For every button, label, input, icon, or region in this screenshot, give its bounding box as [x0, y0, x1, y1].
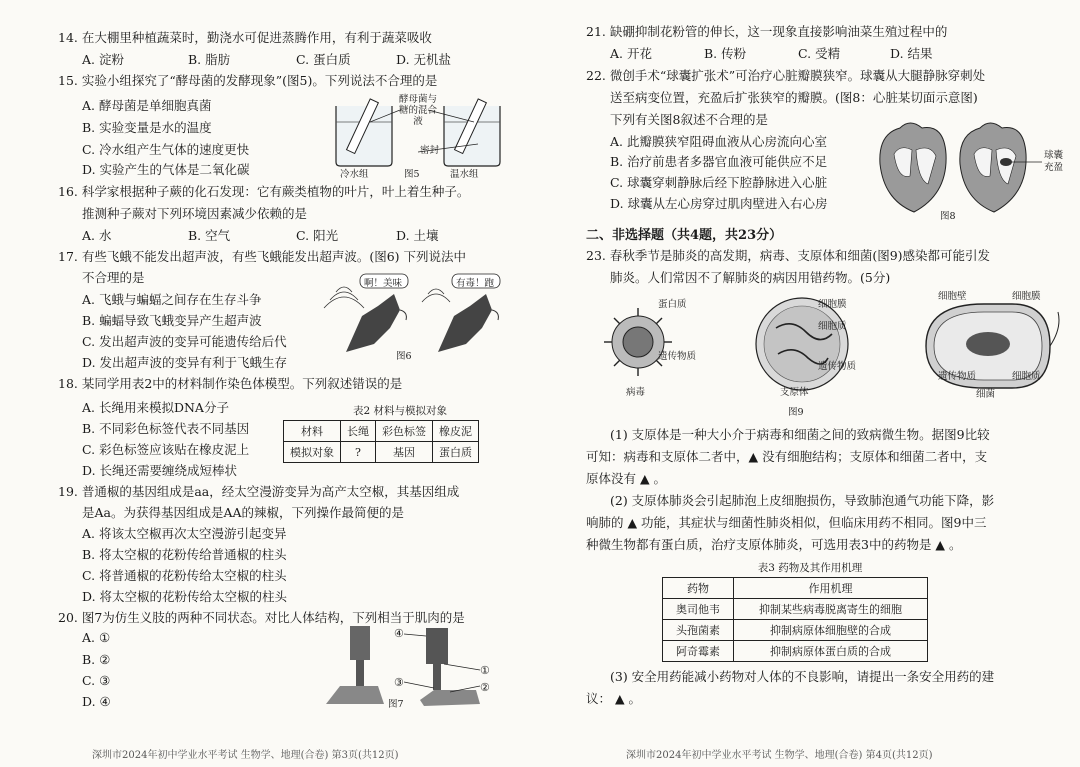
- q23-stem-line2: 肺炎。人们常因不了解肺炎的病因用错药物。(5分): [610, 270, 891, 285]
- table-2-title: 表2 材料与模拟对象: [352, 405, 448, 417]
- q21-stem: 21. 缺硼抑制花粉管的伸长，这一现象直接影响油菜生殖过程中的: [586, 24, 948, 39]
- table-3-cell: 抑制病原体蛋白质的合成: [733, 641, 927, 662]
- q15-option-d: D. 实验产生的气体是二氧化碳: [82, 162, 250, 177]
- q19-option-a: A. 将该太空椒再次太空漫游引起变异: [82, 526, 287, 541]
- q18-stem: 18. 某同学用表2中的材料制作染色体模型。下列叙述错误的是: [58, 376, 403, 391]
- q16-option-b: B. 空气: [188, 228, 231, 243]
- q23-part2-line1: (2) 支原体肺炎会引起肺泡上皮细胞损伤，导致肺泡通气功能下降，影: [610, 493, 995, 508]
- table-2-cell: ?: [341, 442, 376, 463]
- virus-label-protein: 蛋白质: [658, 299, 687, 310]
- figure-5-beakers: [328, 92, 508, 180]
- mycoplasma-label-cytoplasm: 细胞质: [818, 321, 847, 332]
- q14-stem: 14. 在大棚里种植蔬菜时，勤浇水可促进蒸腾作用，有利于蔬菜吸收: [58, 30, 432, 45]
- table-3-cell: 抑制某些病毒脱离寄生的细胞: [733, 599, 927, 620]
- q15-option-b: B. 实验变量是水的温度: [82, 120, 212, 135]
- figure-7-caption: 图7: [388, 699, 404, 710]
- q16-stem-line2: 推测种子蕨对下列环境因素减少依赖的是: [82, 206, 308, 221]
- bacteria-caption: 细菌: [976, 389, 996, 400]
- table-2-header: 橡皮泥: [433, 421, 479, 442]
- figure-8-heart: [870, 114, 1070, 222]
- q23-part1-line3: 原体没有 ▲ 。: [586, 471, 667, 486]
- q14-option-b: B. 脂肪: [188, 52, 231, 67]
- q14-option-a: A. 淀粉: [82, 52, 124, 67]
- q17-option-c: C. 发出超声波的变异可能遗传给后代: [82, 334, 287, 349]
- q20-option-a: A. ①: [82, 630, 111, 645]
- right-page: [540, 0, 1080, 767]
- q20-option-d: D. ④: [82, 694, 111, 709]
- q19-stem-line2: 是Aa。为获得基因组成是AA的辣椒，下列操作最简便的是: [82, 505, 405, 520]
- figure-6-bats-moths: [316, 272, 516, 364]
- q22-option-a: A. 此瓣膜狭窄阻碍血液从心房流向心室: [610, 134, 827, 149]
- q23-part1-line2: 可知：病毒和支原体二者中，▲ 没有细胞结构；支原体和细菌二者中，支: [586, 449, 988, 464]
- q22-stem-line1: 22. 微创手术“球囊扩张术”可治疗心脏瓣膜狭窄。球囊从大腿静脉穿刺处: [586, 68, 986, 83]
- table-2-cell: 基因: [376, 442, 433, 463]
- mycoplasma-label-membrane: 细胞膜: [818, 299, 847, 310]
- figure-5-label-mixture: 酵母菌与糖的混合液: [398, 94, 437, 127]
- q22-option-b: B. 治疗前患者多器官血液可能供应不足: [610, 154, 828, 169]
- q14-option-d: D. 无机盐: [396, 52, 452, 67]
- table-2-header: 长绳: [341, 421, 376, 442]
- figure-8-label-balloon: 球囊充盈: [1044, 150, 1064, 173]
- figure-6-caption: 图6: [396, 351, 412, 362]
- q18-option-d: D. 长绳还需要缠绕成短棒状: [82, 463, 238, 478]
- q18-option-c: C. 彩色标签应该贴在橡皮泥上: [82, 442, 250, 457]
- q22-option-d: D. 球囊从左心房穿过肌肉壁进入右心房: [610, 196, 828, 211]
- q17-option-d: D. 发出超声波的变异有利于飞蛾生存: [82, 355, 288, 370]
- figure-5-caption: 图5: [404, 169, 420, 180]
- footer-right: 深圳市2024年初中学业水平考试 生物学、地理(合卷) 第4页(共12页): [626, 750, 933, 761]
- table-2-cell: 模拟对象: [284, 442, 341, 463]
- q18-option-a: A. 长绳用来模拟DNA分子: [82, 400, 229, 415]
- table-3-header: 药物: [663, 578, 734, 599]
- virus-label-genetic: 遗传物质: [658, 351, 697, 362]
- q23-part2-line2: 响肺的 ▲ 功能，其症状与细菌性肺炎相似，但临床用药不相同。图9中三: [586, 515, 987, 530]
- q20-stem: 20. 图7为仿生义肢的两种不同状态。对比人体结构，下列相当于肌肉的是: [58, 610, 465, 625]
- q21-option-c: C. 受精: [798, 46, 841, 61]
- q22-stem-line2: 送至病变位置，充盈后扩张狭窄的瓣膜。(图8：心脏某切面示意图): [610, 90, 978, 105]
- q19-option-d: D. 将太空椒的花粉传给太空椒的柱头: [82, 589, 288, 604]
- q21-option-d: D. 结果: [890, 46, 933, 61]
- bacteria-label-cytoplasm: 细胞质: [1012, 371, 1041, 382]
- q14-option-c: C. 蛋白质: [296, 52, 351, 67]
- figure-7-prosthesis: [320, 624, 500, 712]
- figure-7-mark-2: ②: [480, 681, 490, 694]
- q23-part3-line2: 议： ▲ 。: [586, 691, 642, 706]
- figure-7-mark-3: ③: [394, 676, 404, 689]
- virus-caption: 病毒: [626, 387, 646, 398]
- q19-option-c: C. 将普通椒的花粉传给太空椒的柱头: [82, 568, 287, 583]
- q22-stem-line3: 下列有关图8叙述不合理的是: [610, 112, 768, 127]
- q15-option-c: C. 冷水组产生气体的速度更快: [82, 142, 250, 157]
- q16-stem-line1: 16. 科学家根据种子蕨的化石发现：它有蕨类植物的叶片，叶上着生种子。: [58, 184, 470, 199]
- table-3-cell: 奥司他韦: [663, 599, 734, 620]
- table-3-cell: 头孢菌素: [663, 620, 734, 641]
- figure-5-label-warm: 温水组: [450, 169, 479, 180]
- figure-7-mark-1: ①: [480, 664, 490, 677]
- q19-stem-line1: 19. 普通椒的基因组成是aa，经太空漫游变异为高产太空椒，其基因组成: [58, 484, 460, 499]
- q21-option-b: B. 传粉: [704, 46, 747, 61]
- figure-5-label-cold: 冷水组: [340, 169, 369, 180]
- q17-stem-line2: 不合理的是: [82, 270, 145, 285]
- q17-option-a: A. 飞蛾与蝙蝠之间存在生存斗争: [82, 292, 262, 307]
- bacteria-label-genetic: 遗传物质: [938, 371, 977, 382]
- q15-stem: 15. 实验小组探究了“酵母菌的发酵现象”(图5)。下列说法不合理的是: [58, 73, 438, 88]
- q21-option-a: A. 开花: [610, 46, 652, 61]
- mycoplasma-caption: 支原体: [780, 387, 809, 398]
- table-3-title: 表3 药物及其作用机理: [757, 562, 863, 574]
- mycoplasma-label-genetic: 遗传物质: [818, 361, 857, 372]
- q16-option-a: A. 水: [82, 228, 112, 243]
- q17-stem-line1: 17. 有些飞蛾不能发出超声波，有些飞蛾能发出超声波。(图6) 下列说法中: [58, 249, 467, 264]
- q19-option-b: B. 将太空椒的花粉传给普通椒的柱头: [82, 547, 287, 562]
- table-2: [283, 420, 479, 463]
- q20-option-c: C. ③: [82, 673, 111, 688]
- section-2-heading: 二、非选择题（共4题，共23分）: [586, 228, 783, 243]
- table-3-header: 作用机理: [733, 578, 927, 599]
- table-3: [662, 577, 928, 662]
- table-2-header: 彩色标签: [376, 421, 433, 442]
- table-2-header: 材料: [284, 421, 341, 442]
- figure-9-microbes: [592, 288, 1062, 420]
- q23-part1-line1: (1) 支原体是一种大小介于病毒和细菌之间的致病微生物。据图9比较: [610, 427, 990, 442]
- footer-left: 深圳市2024年初中学业水平考试 生物学、地理(合卷) 第3页(共12页): [92, 750, 399, 761]
- figure-7-mark-4: ④: [394, 627, 404, 640]
- q20-option-b: B. ②: [82, 652, 111, 667]
- table-3-cell: 抑制病原体细胞壁的合成: [733, 620, 927, 641]
- table-2-cell: 蛋白质: [433, 442, 479, 463]
- table-3-cell: 阿奇霉素: [663, 641, 734, 662]
- figure-6-bubble-2: 有毒！跑: [456, 278, 495, 289]
- q15-option-a: A. 酵母菌是单细胞真菌: [82, 98, 212, 113]
- q23-part2-line3: 种微生物都有蛋白质，治疗支原体肺炎，可选用表3中的药物是 ▲ 。: [586, 537, 962, 552]
- q18-option-b: B. 不同彩色标签代表不同基因: [82, 421, 250, 436]
- figure-6-bubble-1: 啊！美味: [364, 278, 403, 289]
- q16-option-d: D. 土壤: [396, 228, 439, 243]
- figure-5-label-sealed: 密封: [420, 145, 440, 156]
- bacteria-label-wall: 细胞壁: [938, 291, 967, 302]
- q16-option-c: C. 阳光: [296, 228, 339, 243]
- q23-stem-line1: 23. 春秋季节是肺炎的高发期，病毒、支原体和细菌(图9)感染都可能引发: [586, 248, 991, 263]
- bacteria-label-membrane: 细胞膜: [1012, 291, 1041, 302]
- q22-option-c: C. 球囊穿刺静脉后经下腔静脉进入心脏: [610, 175, 828, 190]
- figure-9-caption: 图9: [788, 407, 804, 418]
- q17-option-b: B. 蝙蝠导致飞蛾变异产生超声波: [82, 313, 262, 328]
- figure-8-caption: 图8: [940, 211, 956, 222]
- q23-part3-line1: (3) 安全用药能减小药物对人体的不良影响，请提出一条安全用药的建: [610, 669, 995, 684]
